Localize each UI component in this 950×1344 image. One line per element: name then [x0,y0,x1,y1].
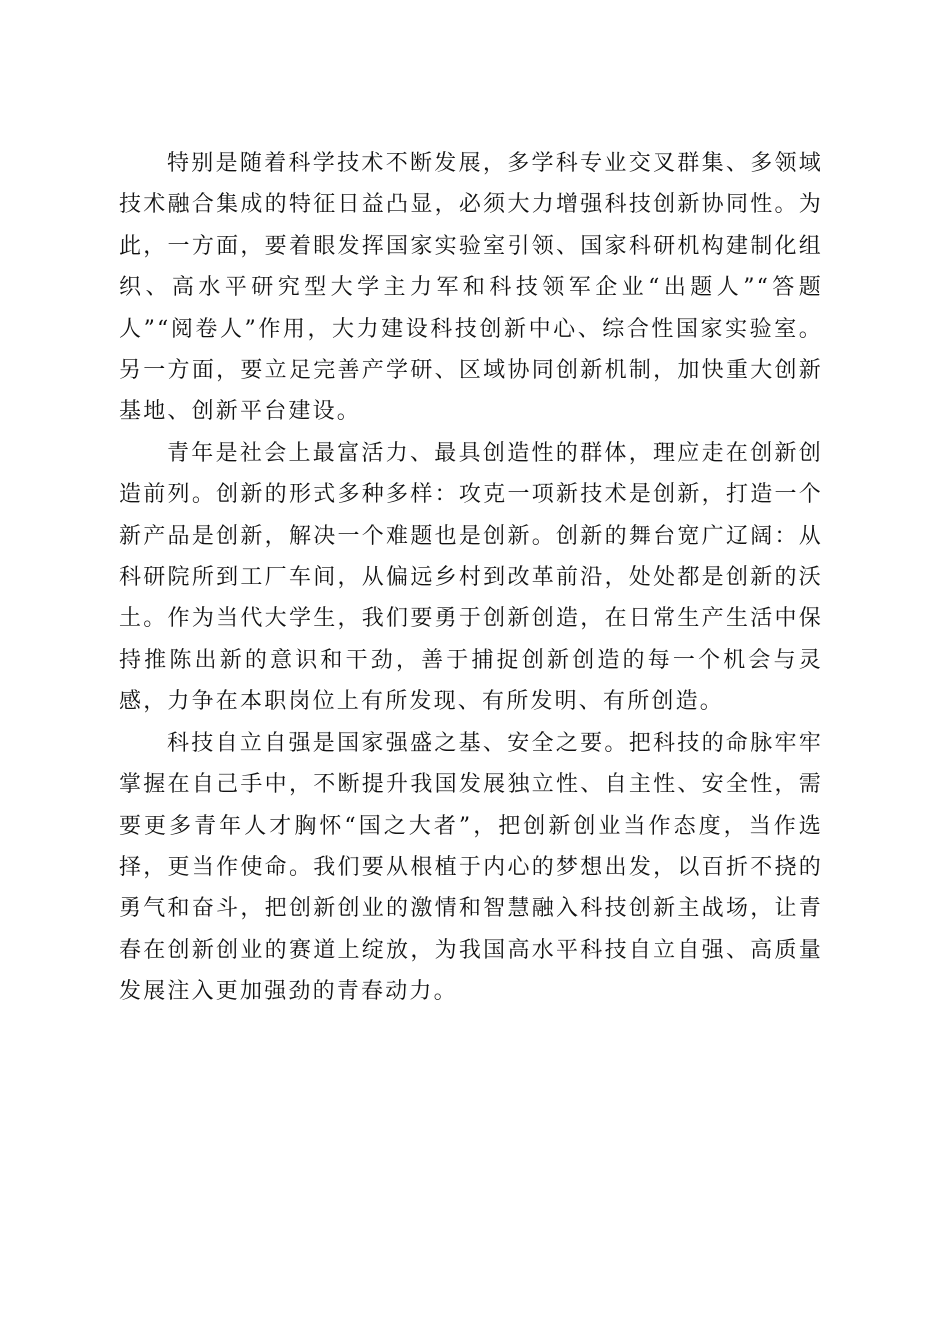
paragraph-2: 青年是社会上最富活力、最具创造性的群体，理应走在创新创造前列。创新的形式多种多样：攻克一项新技术是创新，打造一个新产品是创新，解决一个难题也是创新。创新的舞台宽广辽阔：从科研院所到工厂车间，从偏远乡村到改革前沿，处处都是创新的沃土。作为当代大学生，我们要勇于创新创造，在日常生产生活中保持推陈出新的意识和干劲，善于捕捉创新创造的每一个机会与灵感，力争在本职岗位上有所发现、有所发明、有所创造。 [119,440,823,715]
document-body [119,143,823,1013]
paragraph-1: 特别是随着科学技术不断发展，多学科专业交叉群集、多领域技术融合集成的特征日益凸显，必须大力增强科技创新协同性。为此，一方面，要着眼发挥国家实验室引领、国家科研机构建制化组织、高水平研究型大学主力军和科技领军企业“出题人”“答题人”“阅卷人”作用，大力建设科技创新中心、综合性国家实验室。另一方面，要立足完善产学研、区域协同创新机制，加快重大创新基地、创新平台建设。 [119,151,823,425]
paragraph-3: 科技自立自强是国家强盛之基、安全之要。把科技的命脉牢牢掌握在自己手中，不断提升我国发展独立性、自主性、安全性，需要更多青年人才胸怀“国之大者”，把创新创业当作态度，当作选择，更当作使命。我们要从根植于内心的梦想出发，以百折不挠的勇气和奋斗，把创新创业的激情和智慧融入科技创新主战场，让青春在创新创业的赛道上绽放，为我国高水平科技自立自强、高质量发展注入更加强劲的青春动力。 [119,730,823,1005]
